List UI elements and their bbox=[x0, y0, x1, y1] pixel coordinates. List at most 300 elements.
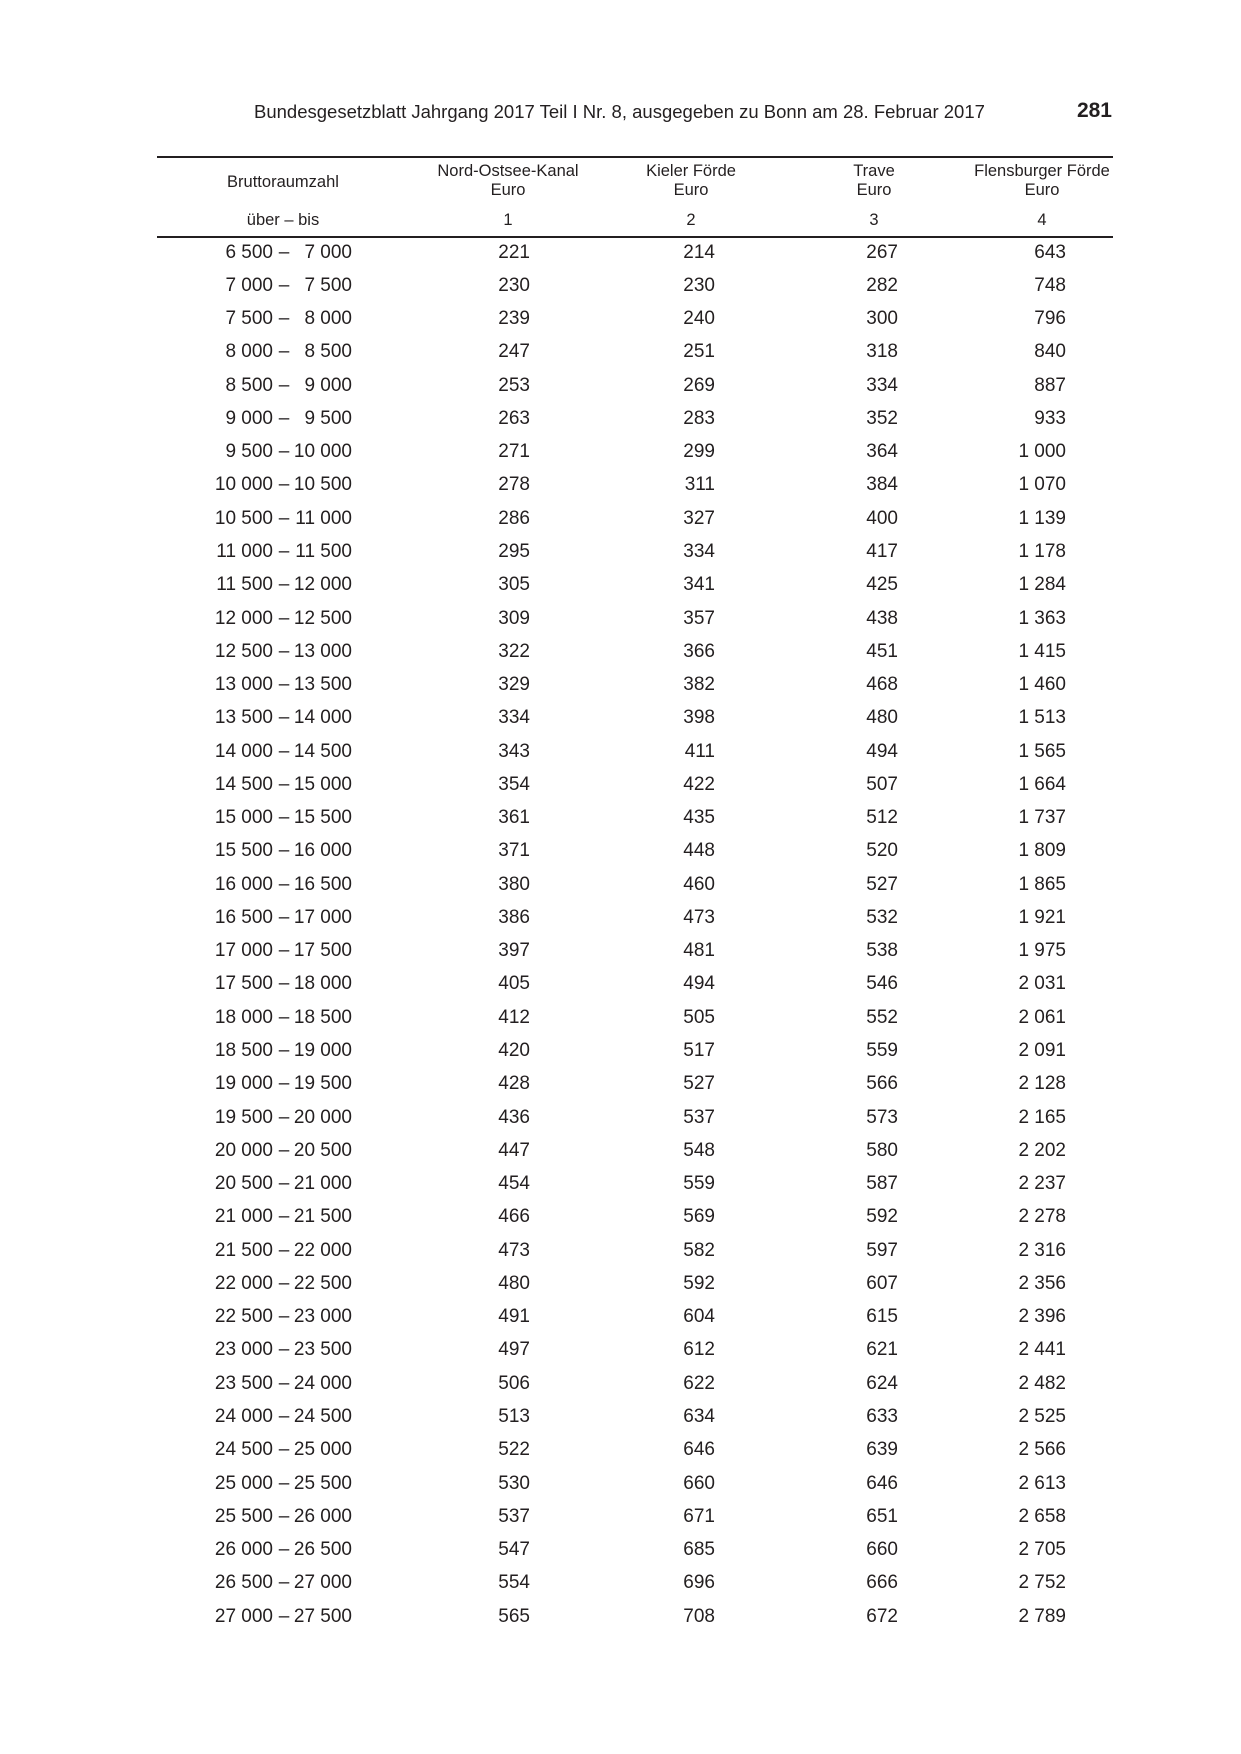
fee-flensburger-foerde: 1 070 bbox=[1018, 474, 1066, 496]
range-to: 14 500 bbox=[293, 740, 352, 762]
range-separator: – bbox=[278, 341, 290, 363]
range-separator: – bbox=[278, 1406, 290, 1427]
fee-flensburger-foerde: 2 441 bbox=[1018, 1339, 1066, 1361]
range-to: 23 500 bbox=[293, 1339, 352, 1361]
fee-nord-ostsee-kanal: 247 bbox=[498, 341, 530, 363]
fee-flensburger-foerde: 2 705 bbox=[1018, 1539, 1066, 1560]
range-to: 15 500 bbox=[293, 807, 352, 829]
table-row bbox=[0, 901, 1241, 934]
range-to: 23 000 bbox=[293, 1306, 352, 1328]
table-row bbox=[0, 1001, 1241, 1034]
range-from: 20 000 bbox=[214, 1139, 273, 1161]
range-separator: – bbox=[278, 1272, 290, 1294]
fee-kieler-foerde: 622 bbox=[683, 1372, 715, 1394]
table-row bbox=[0, 369, 1241, 402]
fee-flensburger-foerde: 2 356 bbox=[1018, 1272, 1066, 1294]
fee-kieler-foerde: 604 bbox=[683, 1306, 715, 1328]
column-sublabel-range: über – bis bbox=[246, 211, 320, 229]
fee-flensburger-foerde: 2 165 bbox=[1018, 1106, 1066, 1128]
fee-nord-ostsee-kanal: 322 bbox=[498, 640, 530, 662]
range-separator: – bbox=[278, 1505, 290, 1527]
fee-trave: 639 bbox=[866, 1439, 898, 1461]
fee-trave: 552 bbox=[866, 1006, 898, 1028]
range-from: 19 500 bbox=[214, 1106, 273, 1128]
fee-kieler-foerde: 327 bbox=[683, 507, 715, 529]
table-row bbox=[0, 834, 1241, 867]
range-to: 25 500 bbox=[293, 1472, 352, 1494]
fee-nord-ostsee-kanal: 343 bbox=[498, 740, 530, 762]
table-row bbox=[0, 435, 1241, 468]
range-separator: – bbox=[278, 241, 290, 263]
table-row bbox=[0, 868, 1241, 901]
fee-trave: 300 bbox=[866, 308, 898, 329]
range-separator: – bbox=[278, 973, 290, 995]
range-from: 24 500 bbox=[214, 1439, 273, 1461]
fee-nord-ostsee-kanal: 412 bbox=[498, 1006, 530, 1028]
fee-nord-ostsee-kanal: 386 bbox=[498, 906, 530, 928]
fee-kieler-foerde: 311 bbox=[684, 474, 715, 496]
range-to: 9 500 bbox=[304, 407, 352, 429]
fee-trave: 267 bbox=[866, 241, 898, 263]
range-from: 16 000 bbox=[214, 873, 273, 895]
range-separator: – bbox=[278, 574, 290, 596]
fee-nord-ostsee-kanal: 271 bbox=[498, 441, 530, 463]
fee-nord-ostsee-kanal: 420 bbox=[498, 1040, 530, 1061]
fee-nord-ostsee-kanal: 454 bbox=[498, 1173, 530, 1195]
fee-nord-ostsee-kanal: 447 bbox=[498, 1139, 530, 1161]
fee-kieler-foerde: 685 bbox=[683, 1539, 715, 1560]
fee-nord-ostsee-kanal: 480 bbox=[498, 1272, 530, 1294]
table-row bbox=[0, 1234, 1241, 1267]
range-separator: – bbox=[278, 1239, 290, 1261]
fee-trave: 607 bbox=[866, 1272, 898, 1294]
table-row bbox=[0, 1367, 1241, 1400]
fee-trave: 364 bbox=[866, 441, 898, 463]
range-to: 26 000 bbox=[293, 1505, 352, 1527]
range-from: 15 000 bbox=[214, 807, 273, 829]
fee-flensburger-foerde: 2 031 bbox=[1018, 973, 1066, 995]
fee-flensburger-foerde: 2 752 bbox=[1018, 1572, 1066, 1594]
fee-trave: 468 bbox=[866, 674, 898, 695]
table-row bbox=[0, 402, 1241, 435]
column-header-label: Trave bbox=[853, 162, 895, 180]
fee-kieler-foerde: 357 bbox=[683, 607, 715, 629]
fee-trave: 672 bbox=[866, 1605, 898, 1627]
range-from: 26 500 bbox=[214, 1572, 273, 1594]
fee-flensburger-foerde: 2 237 bbox=[1018, 1173, 1066, 1195]
column-number-2: 2 bbox=[686, 211, 696, 229]
fee-kieler-foerde: 671 bbox=[683, 1505, 715, 1527]
range-separator: – bbox=[278, 507, 290, 529]
range-from: 24 000 bbox=[214, 1406, 273, 1427]
table-row bbox=[0, 535, 1241, 568]
fee-flensburger-foerde: 2 525 bbox=[1018, 1406, 1066, 1427]
table-top-rule bbox=[157, 156, 1113, 158]
fee-flensburger-foerde: 1 284 bbox=[1018, 574, 1066, 596]
range-to: 11 500 bbox=[295, 540, 352, 562]
table-row bbox=[0, 302, 1241, 335]
table-row bbox=[0, 635, 1241, 668]
fee-kieler-foerde: 527 bbox=[683, 1073, 715, 1095]
table-row bbox=[0, 1134, 1241, 1167]
table-row bbox=[0, 335, 1241, 368]
range-from: 17 000 bbox=[214, 940, 273, 962]
fee-nord-ostsee-kanal: 253 bbox=[498, 374, 530, 396]
table-row bbox=[0, 701, 1241, 734]
fee-flensburger-foerde: 796 bbox=[1034, 308, 1066, 329]
fee-flensburger-foerde: 2 278 bbox=[1018, 1206, 1066, 1228]
table-row bbox=[0, 1300, 1241, 1333]
range-separator: – bbox=[278, 540, 290, 562]
table-row bbox=[0, 568, 1241, 601]
running-header-title: Bundesgesetzblatt Jahrgang 2017 Teil I Nr. 8, ausgegeben zu Bonn am 28. Februar 2017 bbox=[254, 101, 985, 122]
column-header-label: Flensburger Förde bbox=[974, 162, 1110, 180]
range-to: 21 500 bbox=[293, 1206, 352, 1228]
column-number-1: 1 bbox=[503, 211, 513, 229]
fee-kieler-foerde: 517 bbox=[683, 1040, 715, 1061]
table-row bbox=[0, 468, 1241, 501]
range-to: 26 500 bbox=[293, 1539, 352, 1560]
fee-flensburger-foerde: 2 128 bbox=[1018, 1073, 1066, 1095]
column-header-bruttoraumzahl bbox=[183, 173, 383, 192]
fee-trave: 532 bbox=[866, 906, 898, 928]
table-row bbox=[0, 1333, 1241, 1366]
range-from: 23 500 bbox=[214, 1372, 273, 1394]
table-row bbox=[0, 1034, 1241, 1067]
page-number: 281 bbox=[1076, 99, 1112, 122]
column-header-label: Kieler Förde bbox=[646, 162, 736, 180]
fee-flensburger-foerde: 2 091 bbox=[1018, 1040, 1066, 1061]
fee-trave: 352 bbox=[866, 407, 898, 429]
range-from: 23 000 bbox=[214, 1339, 273, 1361]
fee-flensburger-foerde: 887 bbox=[1034, 374, 1066, 396]
fee-nord-ostsee-kanal: 473 bbox=[498, 1239, 530, 1261]
fee-flensburger-foerde: 1 975 bbox=[1018, 940, 1066, 962]
fee-kieler-foerde: 382 bbox=[683, 674, 715, 695]
fee-flensburger-foerde: 2 316 bbox=[1018, 1239, 1066, 1261]
fee-trave: 520 bbox=[866, 840, 898, 862]
range-to: 12 500 bbox=[293, 607, 352, 629]
range-from: 26 000 bbox=[214, 1539, 273, 1560]
range-separator: – bbox=[278, 1605, 290, 1627]
fee-trave: 384 bbox=[866, 474, 898, 496]
fee-kieler-foerde: 592 bbox=[683, 1272, 715, 1294]
table-row bbox=[0, 1433, 1241, 1466]
column-header-label: Bruttoraumzahl bbox=[227, 173, 339, 191]
column-number-4: 4 bbox=[1037, 211, 1047, 229]
fee-kieler-foerde: 240 bbox=[683, 308, 715, 329]
range-separator: – bbox=[278, 1572, 290, 1594]
range-separator: – bbox=[278, 407, 290, 429]
range-to: 11 000 bbox=[295, 507, 352, 529]
table-row bbox=[0, 1167, 1241, 1200]
range-from: 13 500 bbox=[214, 707, 273, 729]
fee-trave: 592 bbox=[866, 1206, 898, 1228]
fee-trave: 566 bbox=[866, 1073, 898, 1095]
fee-flensburger-foerde: 1 513 bbox=[1018, 707, 1066, 729]
range-separator: – bbox=[278, 1173, 290, 1195]
fee-nord-ostsee-kanal: 513 bbox=[498, 1406, 530, 1427]
range-from: 9 000 bbox=[225, 407, 273, 429]
table-row bbox=[0, 1566, 1241, 1599]
range-from: 16 500 bbox=[214, 906, 273, 928]
fee-flensburger-foerde: 1 139 bbox=[1018, 507, 1066, 529]
range-separator: – bbox=[278, 1306, 290, 1328]
table-row bbox=[0, 668, 1241, 701]
table-row bbox=[0, 1467, 1241, 1500]
table-row bbox=[0, 1600, 1241, 1633]
range-separator: – bbox=[278, 740, 290, 762]
range-to: 27 000 bbox=[293, 1572, 352, 1594]
fee-trave: 621 bbox=[866, 1339, 898, 1361]
range-separator: – bbox=[278, 873, 290, 895]
fee-nord-ostsee-kanal: 380 bbox=[498, 873, 530, 895]
fee-flensburger-foerde: 2 566 bbox=[1018, 1439, 1066, 1461]
fee-kieler-foerde: 448 bbox=[683, 840, 715, 862]
fee-trave: 597 bbox=[866, 1239, 898, 1261]
range-to: 8 000 bbox=[304, 308, 352, 329]
fee-nord-ostsee-kanal: 221 bbox=[498, 241, 530, 263]
fee-flensburger-foerde: 1 415 bbox=[1018, 640, 1066, 662]
column-header-nord-ostsee-kanal bbox=[408, 162, 608, 200]
table-row bbox=[0, 236, 1241, 269]
table-row bbox=[0, 1267, 1241, 1300]
fee-nord-ostsee-kanal: 428 bbox=[498, 1073, 530, 1095]
range-to: 10 000 bbox=[293, 441, 352, 463]
fee-flensburger-foerde: 2 396 bbox=[1018, 1306, 1066, 1328]
range-from: 17 500 bbox=[214, 973, 273, 995]
range-from: 21 000 bbox=[214, 1206, 273, 1228]
fee-kieler-foerde: 612 bbox=[683, 1339, 715, 1361]
fee-kieler-foerde: 422 bbox=[683, 773, 715, 795]
fee-nord-ostsee-kanal: 230 bbox=[498, 274, 530, 296]
range-to: 25 000 bbox=[293, 1439, 352, 1461]
fee-kieler-foerde: 283 bbox=[683, 407, 715, 429]
range-from: 9 500 bbox=[225, 441, 273, 463]
range-from: 22 000 bbox=[214, 1272, 273, 1294]
range-from: 22 500 bbox=[214, 1306, 273, 1328]
range-to: 19 000 bbox=[293, 1040, 352, 1061]
fee-flensburger-foerde: 1 565 bbox=[1018, 740, 1066, 762]
range-separator: – bbox=[278, 308, 290, 329]
fee-kieler-foerde: 569 bbox=[683, 1206, 715, 1228]
range-from: 12 000 bbox=[214, 607, 273, 629]
range-to: 19 500 bbox=[293, 1073, 352, 1095]
fee-kieler-foerde: 708 bbox=[683, 1605, 715, 1627]
fee-kieler-foerde: 559 bbox=[683, 1173, 715, 1195]
fee-kieler-foerde: 435 bbox=[683, 807, 715, 829]
range-to: 16 500 bbox=[293, 873, 352, 895]
fee-flensburger-foerde: 1 178 bbox=[1018, 540, 1066, 562]
fee-kieler-foerde: 646 bbox=[683, 1439, 715, 1461]
column-header-unit: Euro bbox=[490, 181, 526, 199]
range-to: 18 500 bbox=[293, 1006, 352, 1028]
fee-flensburger-foerde: 2 061 bbox=[1018, 1006, 1066, 1028]
fee-trave: 646 bbox=[866, 1472, 898, 1494]
range-from: 11 500 bbox=[216, 574, 273, 596]
range-to: 17 000 bbox=[293, 906, 352, 928]
table-row bbox=[0, 801, 1241, 834]
table-row bbox=[0, 502, 1241, 535]
fee-nord-ostsee-kanal: 295 bbox=[498, 540, 530, 562]
column-header-flensburger-foerde bbox=[942, 162, 1142, 200]
table-row bbox=[0, 768, 1241, 801]
fee-trave: 527 bbox=[866, 873, 898, 895]
fee-nord-ostsee-kanal: 286 bbox=[498, 507, 530, 529]
range-separator: – bbox=[278, 607, 290, 629]
fee-flensburger-foerde: 1 460 bbox=[1018, 674, 1066, 695]
fee-nord-ostsee-kanal: 397 bbox=[498, 940, 530, 962]
fee-kieler-foerde: 548 bbox=[683, 1139, 715, 1161]
table-row bbox=[0, 967, 1241, 1000]
fee-nord-ostsee-kanal: 530 bbox=[498, 1472, 530, 1494]
range-to: 17 500 bbox=[293, 940, 352, 962]
fee-kieler-foerde: 398 bbox=[683, 707, 715, 729]
table-row bbox=[0, 269, 1241, 302]
fee-kieler-foerde: 634 bbox=[683, 1406, 715, 1427]
fee-trave: 624 bbox=[866, 1372, 898, 1394]
fee-flensburger-foerde: 1 664 bbox=[1018, 773, 1066, 795]
range-to: 15 000 bbox=[293, 773, 352, 795]
fee-trave: 587 bbox=[866, 1173, 898, 1195]
fee-kieler-foerde: 582 bbox=[683, 1239, 715, 1261]
fee-trave: 546 bbox=[866, 973, 898, 995]
fee-trave: 282 bbox=[866, 274, 898, 296]
fee-flensburger-foerde: 933 bbox=[1034, 407, 1066, 429]
range-to: 22 500 bbox=[293, 1272, 352, 1294]
fee-nord-ostsee-kanal: 278 bbox=[498, 474, 530, 496]
range-from: 20 500 bbox=[214, 1173, 273, 1195]
range-separator: – bbox=[278, 474, 290, 496]
fee-flensburger-foerde: 748 bbox=[1034, 274, 1066, 296]
table-row bbox=[0, 934, 1241, 967]
range-from: 14 000 bbox=[214, 740, 273, 762]
range-to: 21 000 bbox=[293, 1173, 352, 1195]
fee-kieler-foerde: 481 bbox=[683, 940, 715, 962]
range-from: 25 500 bbox=[214, 1505, 273, 1527]
range-to: 18 000 bbox=[293, 973, 352, 995]
fee-nord-ostsee-kanal: 354 bbox=[498, 773, 530, 795]
fee-nord-ostsee-kanal: 491 bbox=[498, 1306, 530, 1328]
fee-flensburger-foerde: 1 809 bbox=[1018, 840, 1066, 862]
fee-nord-ostsee-kanal: 405 bbox=[498, 973, 530, 995]
table-row bbox=[0, 1101, 1241, 1134]
range-to: 10 500 bbox=[293, 474, 352, 496]
column-header-kieler-foerde bbox=[591, 162, 791, 200]
fee-trave: 666 bbox=[866, 1572, 898, 1594]
column-header-unit: Euro bbox=[1024, 181, 1060, 199]
range-separator: – bbox=[278, 1073, 290, 1095]
range-to: 20 500 bbox=[293, 1139, 352, 1161]
fee-trave: 425 bbox=[866, 574, 898, 596]
table-row bbox=[0, 735, 1241, 768]
fee-kieler-foerde: 411 bbox=[684, 740, 715, 762]
range-separator: – bbox=[278, 940, 290, 962]
range-to: 9 000 bbox=[304, 374, 352, 396]
range-to: 22 000 bbox=[293, 1239, 352, 1261]
fee-kieler-foerde: 473 bbox=[683, 906, 715, 928]
fee-trave: 660 bbox=[866, 1539, 898, 1560]
range-separator: – bbox=[278, 374, 290, 396]
range-separator: – bbox=[278, 773, 290, 795]
fee-flensburger-foerde: 2 613 bbox=[1018, 1472, 1066, 1494]
fee-trave: 615 bbox=[866, 1306, 898, 1328]
fee-trave: 512 bbox=[866, 807, 898, 829]
range-to: 16 000 bbox=[293, 840, 352, 862]
fee-flensburger-foerde: 1 363 bbox=[1018, 607, 1066, 629]
fee-trave: 417 bbox=[866, 540, 898, 562]
range-separator: – bbox=[278, 1139, 290, 1161]
fee-kieler-foerde: 334 bbox=[683, 540, 715, 562]
range-to: 7 000 bbox=[304, 241, 352, 263]
range-from: 19 000 bbox=[214, 1073, 273, 1095]
fee-trave: 318 bbox=[866, 341, 898, 363]
range-from: 7 500 bbox=[225, 308, 273, 329]
range-from: 27 000 bbox=[214, 1605, 273, 1627]
fee-nord-ostsee-kanal: 361 bbox=[498, 807, 530, 829]
fee-nord-ostsee-kanal: 466 bbox=[498, 1206, 530, 1228]
fee-flensburger-foerde: 1 000 bbox=[1018, 441, 1066, 463]
table-row bbox=[0, 602, 1241, 635]
range-from: 18 000 bbox=[214, 1006, 273, 1028]
fee-trave: 400 bbox=[866, 507, 898, 529]
fee-trave: 573 bbox=[866, 1106, 898, 1128]
range-from: 8 000 bbox=[225, 341, 273, 363]
fee-trave: 538 bbox=[866, 940, 898, 962]
range-to: 13 500 bbox=[293, 674, 352, 695]
column-header-unit: Euro bbox=[673, 181, 709, 199]
fee-kieler-foerde: 214 bbox=[683, 241, 715, 263]
fee-kieler-foerde: 494 bbox=[683, 973, 715, 995]
fee-flensburger-foerde: 840 bbox=[1034, 341, 1066, 363]
range-from: 8 500 bbox=[225, 374, 273, 396]
fee-trave: 559 bbox=[866, 1040, 898, 1061]
fee-flensburger-foerde: 1 865 bbox=[1018, 873, 1066, 895]
fee-kieler-foerde: 660 bbox=[683, 1472, 715, 1494]
fee-nord-ostsee-kanal: 497 bbox=[498, 1339, 530, 1361]
fee-kieler-foerde: 230 bbox=[683, 274, 715, 296]
fee-nord-ostsee-kanal: 371 bbox=[498, 840, 530, 862]
fee-flensburger-foerde: 2 658 bbox=[1018, 1505, 1066, 1527]
fee-flensburger-foerde: 643 bbox=[1034, 241, 1066, 263]
range-from: 6 500 bbox=[225, 241, 273, 263]
range-separator: – bbox=[278, 674, 290, 695]
range-separator: – bbox=[278, 1339, 290, 1361]
range-from: 21 500 bbox=[214, 1239, 273, 1261]
range-to: 14 000 bbox=[293, 707, 352, 729]
fee-flensburger-foerde: 1 737 bbox=[1018, 807, 1066, 829]
range-from: 13 000 bbox=[214, 674, 273, 695]
range-separator: – bbox=[278, 640, 290, 662]
fee-trave: 633 bbox=[866, 1406, 898, 1427]
range-to: 13 000 bbox=[293, 640, 352, 662]
fee-trave: 580 bbox=[866, 1139, 898, 1161]
fee-nord-ostsee-kanal: 537 bbox=[498, 1505, 530, 1527]
fee-nord-ostsee-kanal: 305 bbox=[498, 574, 530, 596]
range-separator: – bbox=[278, 1106, 290, 1128]
range-separator: – bbox=[278, 906, 290, 928]
range-from: 10 500 bbox=[214, 507, 273, 529]
range-to: 12 000 bbox=[293, 574, 352, 596]
range-separator: – bbox=[278, 441, 290, 463]
range-separator: – bbox=[278, 1040, 290, 1061]
fee-nord-ostsee-kanal: 329 bbox=[498, 674, 530, 695]
table-row bbox=[0, 1200, 1241, 1233]
range-to: 27 500 bbox=[293, 1605, 352, 1627]
range-separator: – bbox=[278, 1472, 290, 1494]
range-from: 14 500 bbox=[214, 773, 273, 795]
range-separator: – bbox=[278, 840, 290, 862]
